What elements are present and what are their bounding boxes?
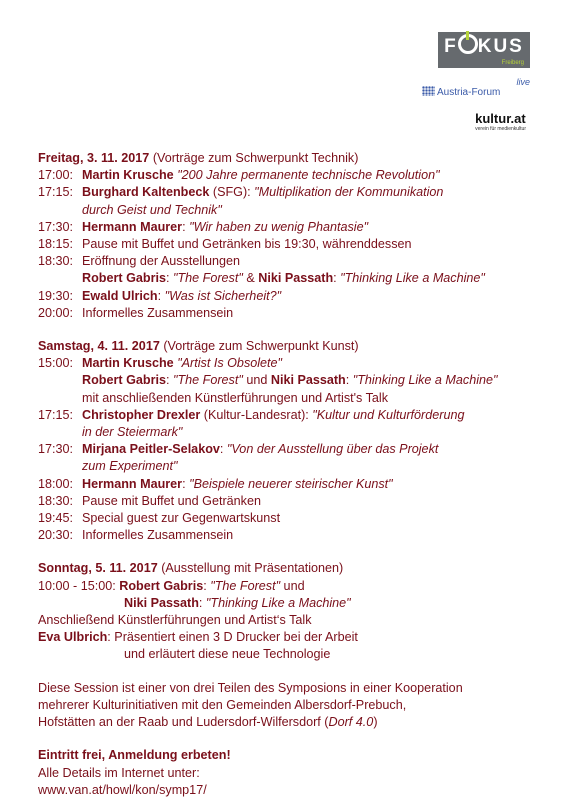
freitag-event: 19:30: Ewald Ulrich: "Was ist Sicherheit?" <box>38 288 282 303</box>
freitag-event: 20:00: Informelles Zusammensein <box>38 305 234 320</box>
session-note: Diese Session ist einer von drei Teilen des Symposions in einer Kooperation <box>38 680 463 695</box>
sonntag-event-cont: Niki Passath: "Thinking Like a Machine" <box>124 595 351 610</box>
session-note: mehrerer Kulturinitiativen mit den Gemeinden Albersdorf-Prebuch, <box>38 697 407 712</box>
samstag-event: 17:15: Christopher Drexler (Kultur-Landesrat): "Kultur und Kulturförderung <box>38 407 465 422</box>
samstag-event: 17:30: Mirjana Peitler-Selakov: "Von der Ausstellung über das Projekt <box>38 442 439 457</box>
samstag-event: 19:45: Special guest zur Gegenwartskunst <box>38 511 281 526</box>
austria-forum-text: Austria-Forum <box>437 87 501 98</box>
samstag-event: 15:00: Martin Krusche "Artist Is Obsolete" <box>38 356 283 371</box>
samstag-event-cont: in der Steiermark" <box>82 425 183 440</box>
sonntag-event: Eva Ulbrich: Präsentiert einen 3 D Drucker bei der Arbeit <box>38 630 358 645</box>
fokus-logo-o-icon <box>458 34 478 54</box>
program <box>38 150 538 799</box>
samstag-event-cont: Robert Gabris: "The Forest" und Niki Passath: "Thinking Like a Machine" <box>82 373 498 388</box>
freitag-event: 17:15: Burghard Kaltenbeck (SFG): "Multiplikation der Kommunikation <box>38 185 444 200</box>
details-note: Alle Details im Internet unter: <box>38 765 200 780</box>
freitag-event-cont: Robert Gabris: "The Forest" & Niki Passath: "Thinking Like a Machine" <box>82 271 485 286</box>
freitag-event: 18:30: Eröffnung der Ausstellungen <box>38 254 241 269</box>
session-note: Hofstätten an der Raab und Ludersdorf-Wilfersdorf (Dorf 4.0) <box>38 715 378 730</box>
kultur-logo <box>475 112 526 132</box>
samstag-event: 20:30: Informelles Zusammensein <box>38 528 234 543</box>
samstag-event-cont: zum Experiment" <box>82 459 178 474</box>
freitag-heading: Freitag, 3. 11. 2017 (Vorträge zum Schwerpunkt Technik) <box>38 151 359 165</box>
samstag-heading: Samstag, 4. 11. 2017 (Vorträge zum Schwerpunkt Kunst) <box>38 339 359 354</box>
sonntag-event: Anschließend Künstlerführungen und Artist‘s Talk <box>38 613 312 628</box>
entry-note: Eintritt frei, Anmeldung erbeten! <box>38 748 231 763</box>
dot-grid-icon <box>422 86 435 96</box>
samstag-event: 18:30: Pause mit Buffet und Getränken <box>38 493 261 508</box>
sonntag-event: 10:00 - 15:00: Robert Gabris: "The Forest" und <box>38 578 305 593</box>
freitag-event: 18:15: Pause mit Buffet und Getränken bis 19:30, währenddessen <box>38 237 412 252</box>
samstag-event-cont: mit anschließenden Künstlerführungen und Artist's Talk <box>82 390 388 405</box>
details-url[interactable]: www.van.at/howl/kon/symp17/ <box>38 782 207 797</box>
kultur-logo-subtitle: verein für medienkultur <box>475 126 526 132</box>
fokus-logo: F KUS Freiberg <box>438 32 530 68</box>
austria-forum-logo <box>422 77 530 102</box>
kultur-logo-title: kultur.at <box>475 111 526 126</box>
freitag-event: 17:30: Hermann Maurer: "Wir haben zu wenig Phantasie" <box>38 219 369 234</box>
freitag-event-cont: durch Geist und Technik" <box>82 202 222 217</box>
austria-forum-live: live <box>516 77 530 87</box>
sonntag-heading: Sonntag, 5. 11. 2017 (Ausstellung mit Präsentationen) <box>38 561 344 576</box>
fokus-logo-sub: Freiberg <box>501 60 524 66</box>
samstag-event: 18:00: Hermann Maurer: "Beispiele neuerer steirischer Kunst" <box>38 476 393 491</box>
sonntag-event-cont: und erläutert diese neue Technologie <box>124 647 331 662</box>
freitag-event: 17:00: Martin Krusche "200 Jahre permanente technische Revolution" <box>38 168 440 183</box>
